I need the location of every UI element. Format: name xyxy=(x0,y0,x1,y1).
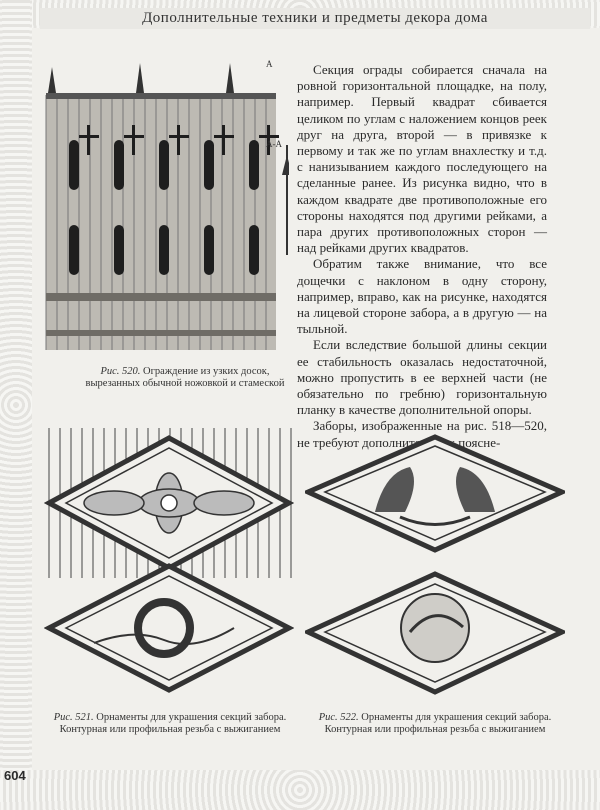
figure-label: Рис. 522. xyxy=(318,712,359,723)
figure-520-caption xyxy=(80,366,290,390)
figure-520-fence-drawing xyxy=(44,55,289,355)
body-text xyxy=(297,62,547,451)
fence-slot xyxy=(159,225,169,275)
fence-cross xyxy=(124,135,144,138)
fence-slot xyxy=(114,140,124,190)
fence-cross xyxy=(259,135,279,138)
fence-cross xyxy=(214,135,234,138)
caption-text: Орнаменты для украшения секций забора. Контурная или профильная резьба с выжиганием xyxy=(59,712,287,735)
fence-slot xyxy=(204,140,214,190)
paragraph: Заборы, изображенные на рис. 518—520, не требуют дополнительных поясне- xyxy=(297,418,547,450)
fence-cross xyxy=(222,125,225,155)
paragraph: Если вследствие большой длины секции ее стабильность оказалась недостаточной, можно пропустить в ее верхней части (не обязательно по гребню) горизонтальную планку в качестве дополнительной опоры. xyxy=(297,337,547,418)
figure-521-ornaments xyxy=(44,428,294,698)
fence-slot xyxy=(159,140,169,190)
paragraph: Секция ограды собирается сначала на ровной горизонтальной площадке, на полу, например. Первый квадрат сбивается целиком по углам с наложением концов реек друг на друга, второй — в привязке к первому и так же по углам внахлестку и т.д. с нанизыванием каждого последующего на сделанные ранее. Из рисунка видно, что в каждом квадрате две противоположные его стороны находятся под другими рейками, а пара других противоположных сторон — над рейками других квадратов. xyxy=(297,62,547,256)
section-mark-a: А xyxy=(266,59,273,69)
paragraph: Обратим также внимание, что все дощечки с наклоном в одну сторону, например, вправо, как на рисунке, находятся на лицевой стороне забора, а в другую — на тыльной. xyxy=(297,256,547,337)
figure-522-ornaments xyxy=(305,432,565,702)
figure-521-caption xyxy=(50,712,290,736)
fence-slot xyxy=(69,140,79,190)
fence-slot xyxy=(114,225,124,275)
caption-text: Орнаменты для украшения секций забора. Контурная или профильная резьба с выжиганием xyxy=(324,712,552,735)
fence-slot xyxy=(249,140,259,190)
fence-cross xyxy=(177,125,180,155)
figure-label: Рис. 521. xyxy=(53,712,94,723)
section-mark-aa: А-А xyxy=(266,139,282,149)
page-number: 604 xyxy=(4,768,26,783)
fence-slot xyxy=(204,225,214,275)
fence-slot xyxy=(249,225,259,275)
figure-label: Рис. 520. xyxy=(100,366,141,377)
lace-border-bottom xyxy=(0,770,600,810)
fence-cross xyxy=(79,135,99,138)
fence-cross xyxy=(169,135,189,138)
fence-cross xyxy=(87,125,90,155)
running-header: Дополнительные техники и предметы декора дома xyxy=(40,8,590,29)
lace-border-left xyxy=(0,0,32,810)
caption-text: Ограждение из узких досок, вырезанных обычной ножовкой и стамеской xyxy=(85,366,285,389)
fence-slot xyxy=(69,225,79,275)
figure-522-caption xyxy=(315,712,555,736)
fence-cross xyxy=(132,125,135,155)
